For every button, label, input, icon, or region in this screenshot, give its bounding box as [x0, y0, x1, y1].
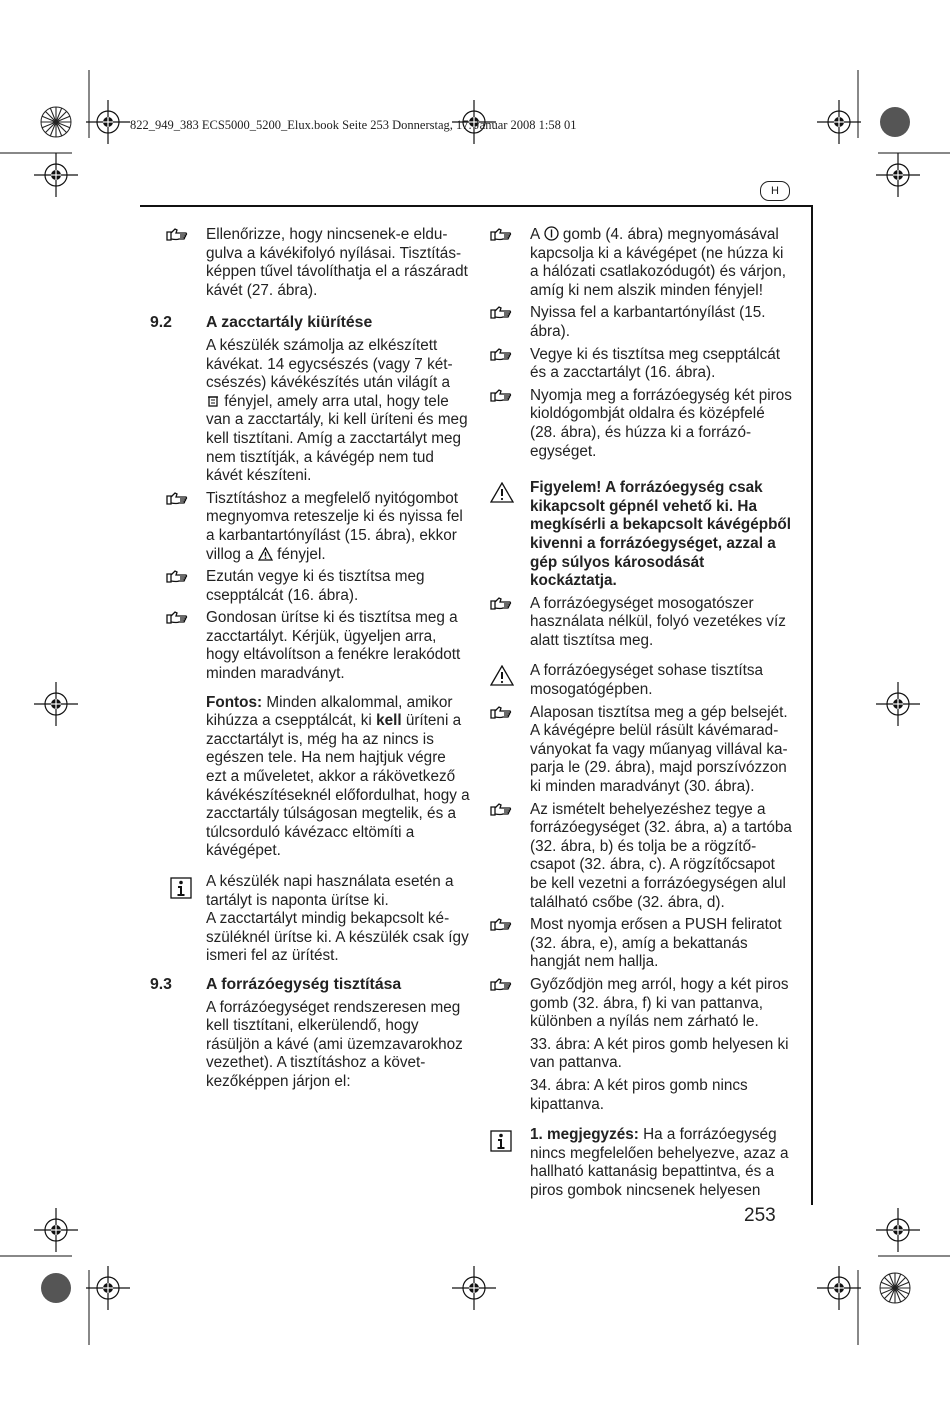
warning-triangle-icon [258, 547, 273, 561]
warning-note: A forrázóegységet sohase tisztítsa mosogatógépben. [488, 662, 793, 699]
pointing-hand-icon [490, 305, 512, 320]
pointing-hand-icon [490, 705, 512, 720]
instruction-item: Nyomja meg a forrázóegység két piros kioldógombját oldalra és középfelé (28. ábra), és húzza ki a forrázóegységet. [488, 387, 793, 461]
warning-triangle-icon [490, 482, 514, 503]
instruction-item: Győződjön meg arról, hogy a két piros gomb (32. ábra, f) ki van pattanva, különben a nyílás nem zárható le. [488, 976, 793, 1032]
page-number: 253 [744, 1205, 776, 1226]
section-heading-9-3: 9.3 A forrázóegység tisztítása [150, 975, 402, 993]
language-badge: H [760, 181, 790, 201]
pointing-hand-icon [166, 610, 188, 625]
top-rule [140, 205, 812, 207]
warning-note: Figyelem! A forrázóegység csak kikapcsolt gépnél vehető ki. Ha megkísérli a bekapcsolt kávégépből kivenni a forrázóegységet, azzal a gép súlyos károsodását kockáztatja. [488, 479, 793, 591]
instruction-item: Most nyomja erősen a PUSH feliratot (32. ábra, e), amíg a bekattanás hangját nem hallja. [488, 916, 793, 972]
left-column [150, 226, 470, 1092]
right-rule [811, 205, 813, 1205]
instruction-item: Nyissa fel a karbantartónyílást (15. ábra). [488, 304, 793, 341]
instruction-item: Ellenőrizze, hogy nincsenek-e eldugulva a kávékifolyó nyílásai. Tisztításképpen tűvel távolíthatja el a rászáradt kávét (27. ábra). [150, 226, 470, 300]
info-icon [490, 1130, 512, 1152]
instruction-item: A gomb (4. ábra) megnyomásával kapcsolja ki a kávégépet (ne húzza ki a hálózati csatlakozódugót) és várjon, amíg ki nem alszik minden fényjel! [488, 226, 793, 300]
right-column [488, 226, 793, 1201]
instruction-item: Gondosan ürítse ki és tisztítsa meg a zacctartályt. Kérjük, ügyeljen arra, hogy eltávolítson a fenékre lerakódott minden maradványt. [150, 609, 470, 683]
info-note: 1. megjegyzés: Ha a forrázóegység nincs megfelelően behelyezve, azaz a hallható kattanásig bepattintva, és a piros gombok nincsenek helyesen [488, 1126, 793, 1200]
info-note: A készülék napi használata esetén a tartályt is naponta ürítse ki. A zacctartályt mindig bekapcsolt készüléknél ürítse ki. A készülék csak így ismeri fel az ürítést. [150, 873, 470, 966]
print-header: 822_949_383 ECS5000_5200_Elux.book Seite 253 Donnerstag, 17. Januar 2008 1:58 01 [130, 118, 577, 132]
pointing-hand-icon [490, 347, 512, 362]
instruction-item: Alaposan tisztítsa meg a gép belsejét. A kávégépre belül rásült kávémaradványokat fa vagy műanyag villával kaparja le (29. ábra), majd porszívózzon ki minden maradványt (30. ábra). [488, 704, 793, 797]
instruction-item: Az ismételt behelyezéshez tegye a forrázóegységet (32. ábra, a) a tartóba (32. ábra, b) és tolja be a rögzítőcsapot (32. ábra, c). A rögzítőcsapot be kell vezetni a forrázóegységen alul található csőbe (32. ábra, d). [488, 801, 793, 913]
pointing-hand-icon [490, 977, 512, 992]
instruction-item: A forrázóegységet mosogatószer használata nélkül, folyó vezetékes víz alatt tisztítsa meg. [488, 595, 793, 651]
pointing-hand-icon [490, 802, 512, 817]
paragraph: A forrázóegységet rendszeresen meg kell tisztítani, elkerülendő, hogy rásüljön a kávé (ami üzemzavarokhoz vezethet). A tisztításhoz a következőképpen járjon el: [206, 998, 463, 1090]
section-heading-9-2: 9.2 A zacctartály kiürítése [150, 314, 373, 332]
important-paragraph: Fontos: Minden alkalommal, amikor kihúzza a csepptálcát, ki kell üríteni a zacctartályt is, még ha az nincs is egészen tele. Ha nem hajtjuk végre ezt a műveletet, akkor a rákövetkező kávékészítéseknél előfordulhat, hogy a zacctartály túlságosan megtelik, és a túlcsorduló kávézacc eltömíti a kávégépet. [206, 693, 470, 860]
info-icon [170, 877, 192, 899]
figure-caption: 33. ábra: A két piros gomb helyesen ki van pattanva. [530, 1035, 789, 1072]
warning-triangle-icon [490, 665, 514, 686]
instruction-item: Ezután vegye ki és tisztítsa meg csepptálcát (16. ábra). [150, 568, 470, 605]
pointing-hand-icon [490, 388, 512, 403]
instruction-item: Vegye ki és tisztítsa meg csepptálcát és a zacctartályt (16. ábra). [488, 346, 793, 383]
pointing-hand-icon [166, 227, 188, 242]
instruction-item: Tisztításhoz a megfelelő nyitógombot megnyomva reteszelje ki és nyissa fel a karbantartónyílást (15. ábra), ekkor villog a fényjel. [150, 490, 470, 564]
grounds-container-icon [206, 394, 220, 408]
figure-caption: 34. ábra: A két piros gomb nincs kipattanva. [530, 1076, 748, 1113]
pointing-hand-icon [490, 596, 512, 611]
pointing-hand-icon [490, 227, 512, 242]
pointing-hand-icon [166, 491, 188, 506]
power-button-icon [544, 226, 559, 241]
pointing-hand-icon [166, 569, 188, 584]
pointing-hand-icon [490, 917, 512, 932]
paragraph: A készülék számolja az elkészített kávékat. 14 egycsészés (vagy 7 kétcsészés) kávékészítés után világít a fényjel, amely arra utal, hogy tele van a zacctartály, ki kell üríteni és meg kell tisztítani. Amíg a zacctartályt meg nem tisztítják, a kávégép nem tud kávét készíteni. [206, 336, 468, 485]
